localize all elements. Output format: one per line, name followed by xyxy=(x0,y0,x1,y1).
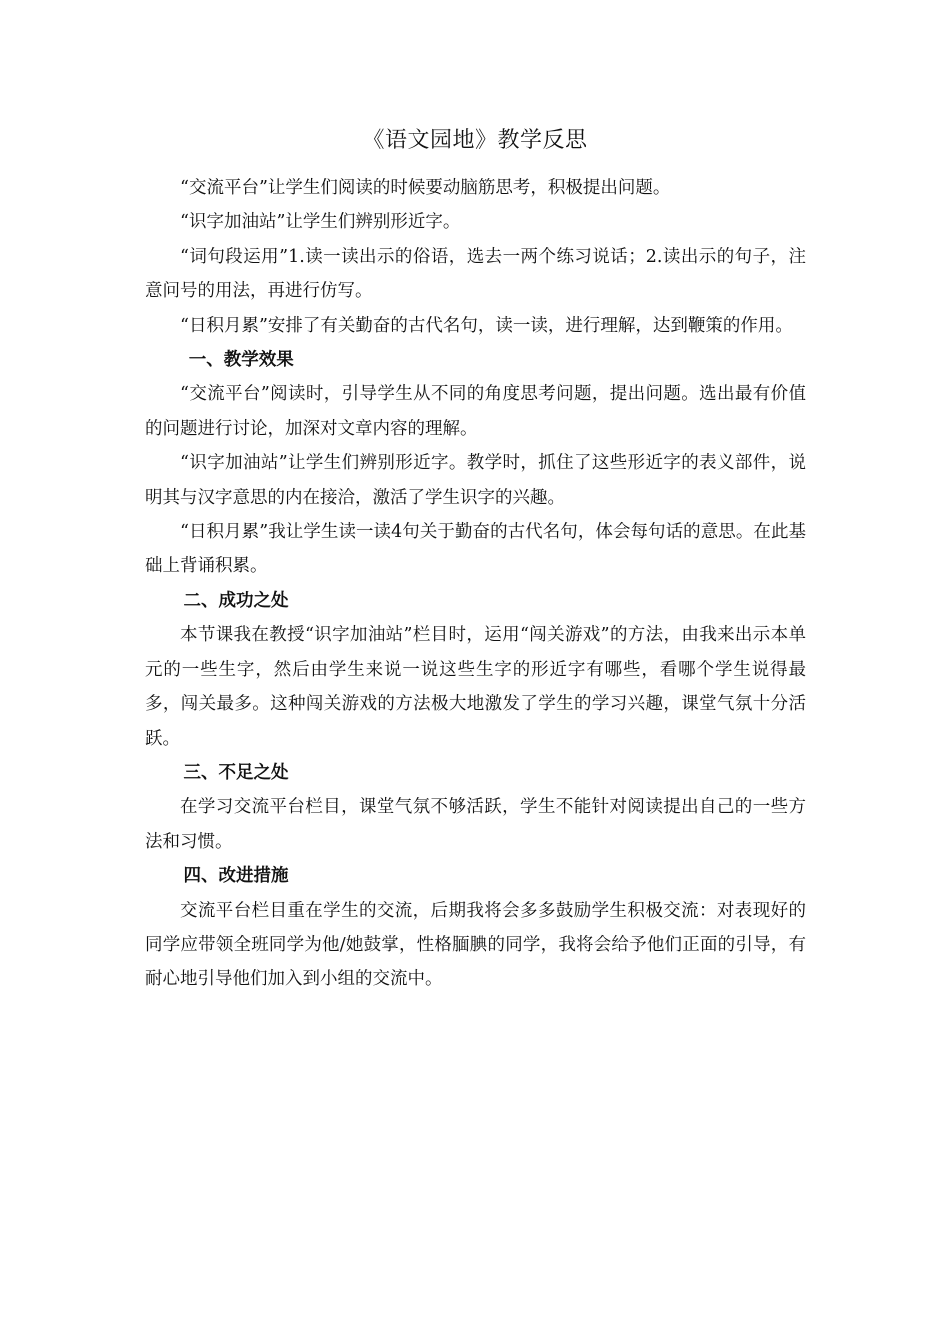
intro-paragraph-1: “交流平台”让学生们阅读的时候要动脑筋思考，积极提出问题。 xyxy=(180,178,671,198)
intro-paragraph-2: “识字加油站”让学生们辨别形近字。 xyxy=(180,212,461,233)
intro-paragraph-3: “词句段运用”1.读一读出示的俗语，选去一两个练习说话；2.读出示的句子，注意问号的用法，再进行仿写。 xyxy=(145,246,806,302)
section-1-paragraph-3: “日积月累”我让学生读一读4句关于勤奋的古代名句，体会每句话的意思。在此基础上背诵积累。 xyxy=(145,522,806,577)
section-heading-successes: 二、成功之处 xyxy=(183,590,289,611)
document-title: 《语文园地》教学反思 xyxy=(362,128,588,153)
section-heading-improvements: 四、改进措施 xyxy=(183,866,289,887)
intro-paragraph-4: “日积月累”安排了有关勤奋的古代名句，读一读，进行理解，达到鞭策的作用。 xyxy=(180,315,793,336)
document-body xyxy=(145,171,806,997)
section-3-paragraph-1: 在学习交流平台栏目，课堂气氛不够活跃，学生不能针对阅读提出自己的一些方法和习惯。 xyxy=(145,797,806,852)
section-heading-shortcomings: 三、不足之处 xyxy=(183,762,289,783)
section-1-paragraph-2: “识字加油站”让学生们辨别形近字。教学时，抓住了这些形近字的表义部件，说明其与汉字意思的内在接洽，激活了学生识字的兴趣。 xyxy=(145,453,806,508)
section-2-paragraph-1: 本节课我在教授“识字加油站”栏目时，运用“闯关游戏”的方法，由我来出示本单元的一些生字，然后由学生来说一说这些生字的形近字有哪些，看哪个学生说得最多，闯关最多。这种闯关游戏的方法极大地激发了学生的学习兴趣，课堂气氛十分活跃。 xyxy=(145,625,806,749)
section-1-paragraph-1: “交流平台”阅读时，引导学生从不同的角度思考问题，提出问题。选出最有价值的问题进行讨论，加深对文章内容的理解。 xyxy=(145,384,806,439)
section-heading-teaching-effect: 一、教学效果 xyxy=(188,350,294,371)
section-4-paragraph-1: 交流平台栏目重在学生的交流，后期我将会多多鼓励学生积极交流：对表现好的同学应带领全班同学为他/她鼓掌，性格腼腆的同学，我将会给予他们正面的引导，有耐心地引导他们加入到小组的交流中。 xyxy=(145,900,806,990)
